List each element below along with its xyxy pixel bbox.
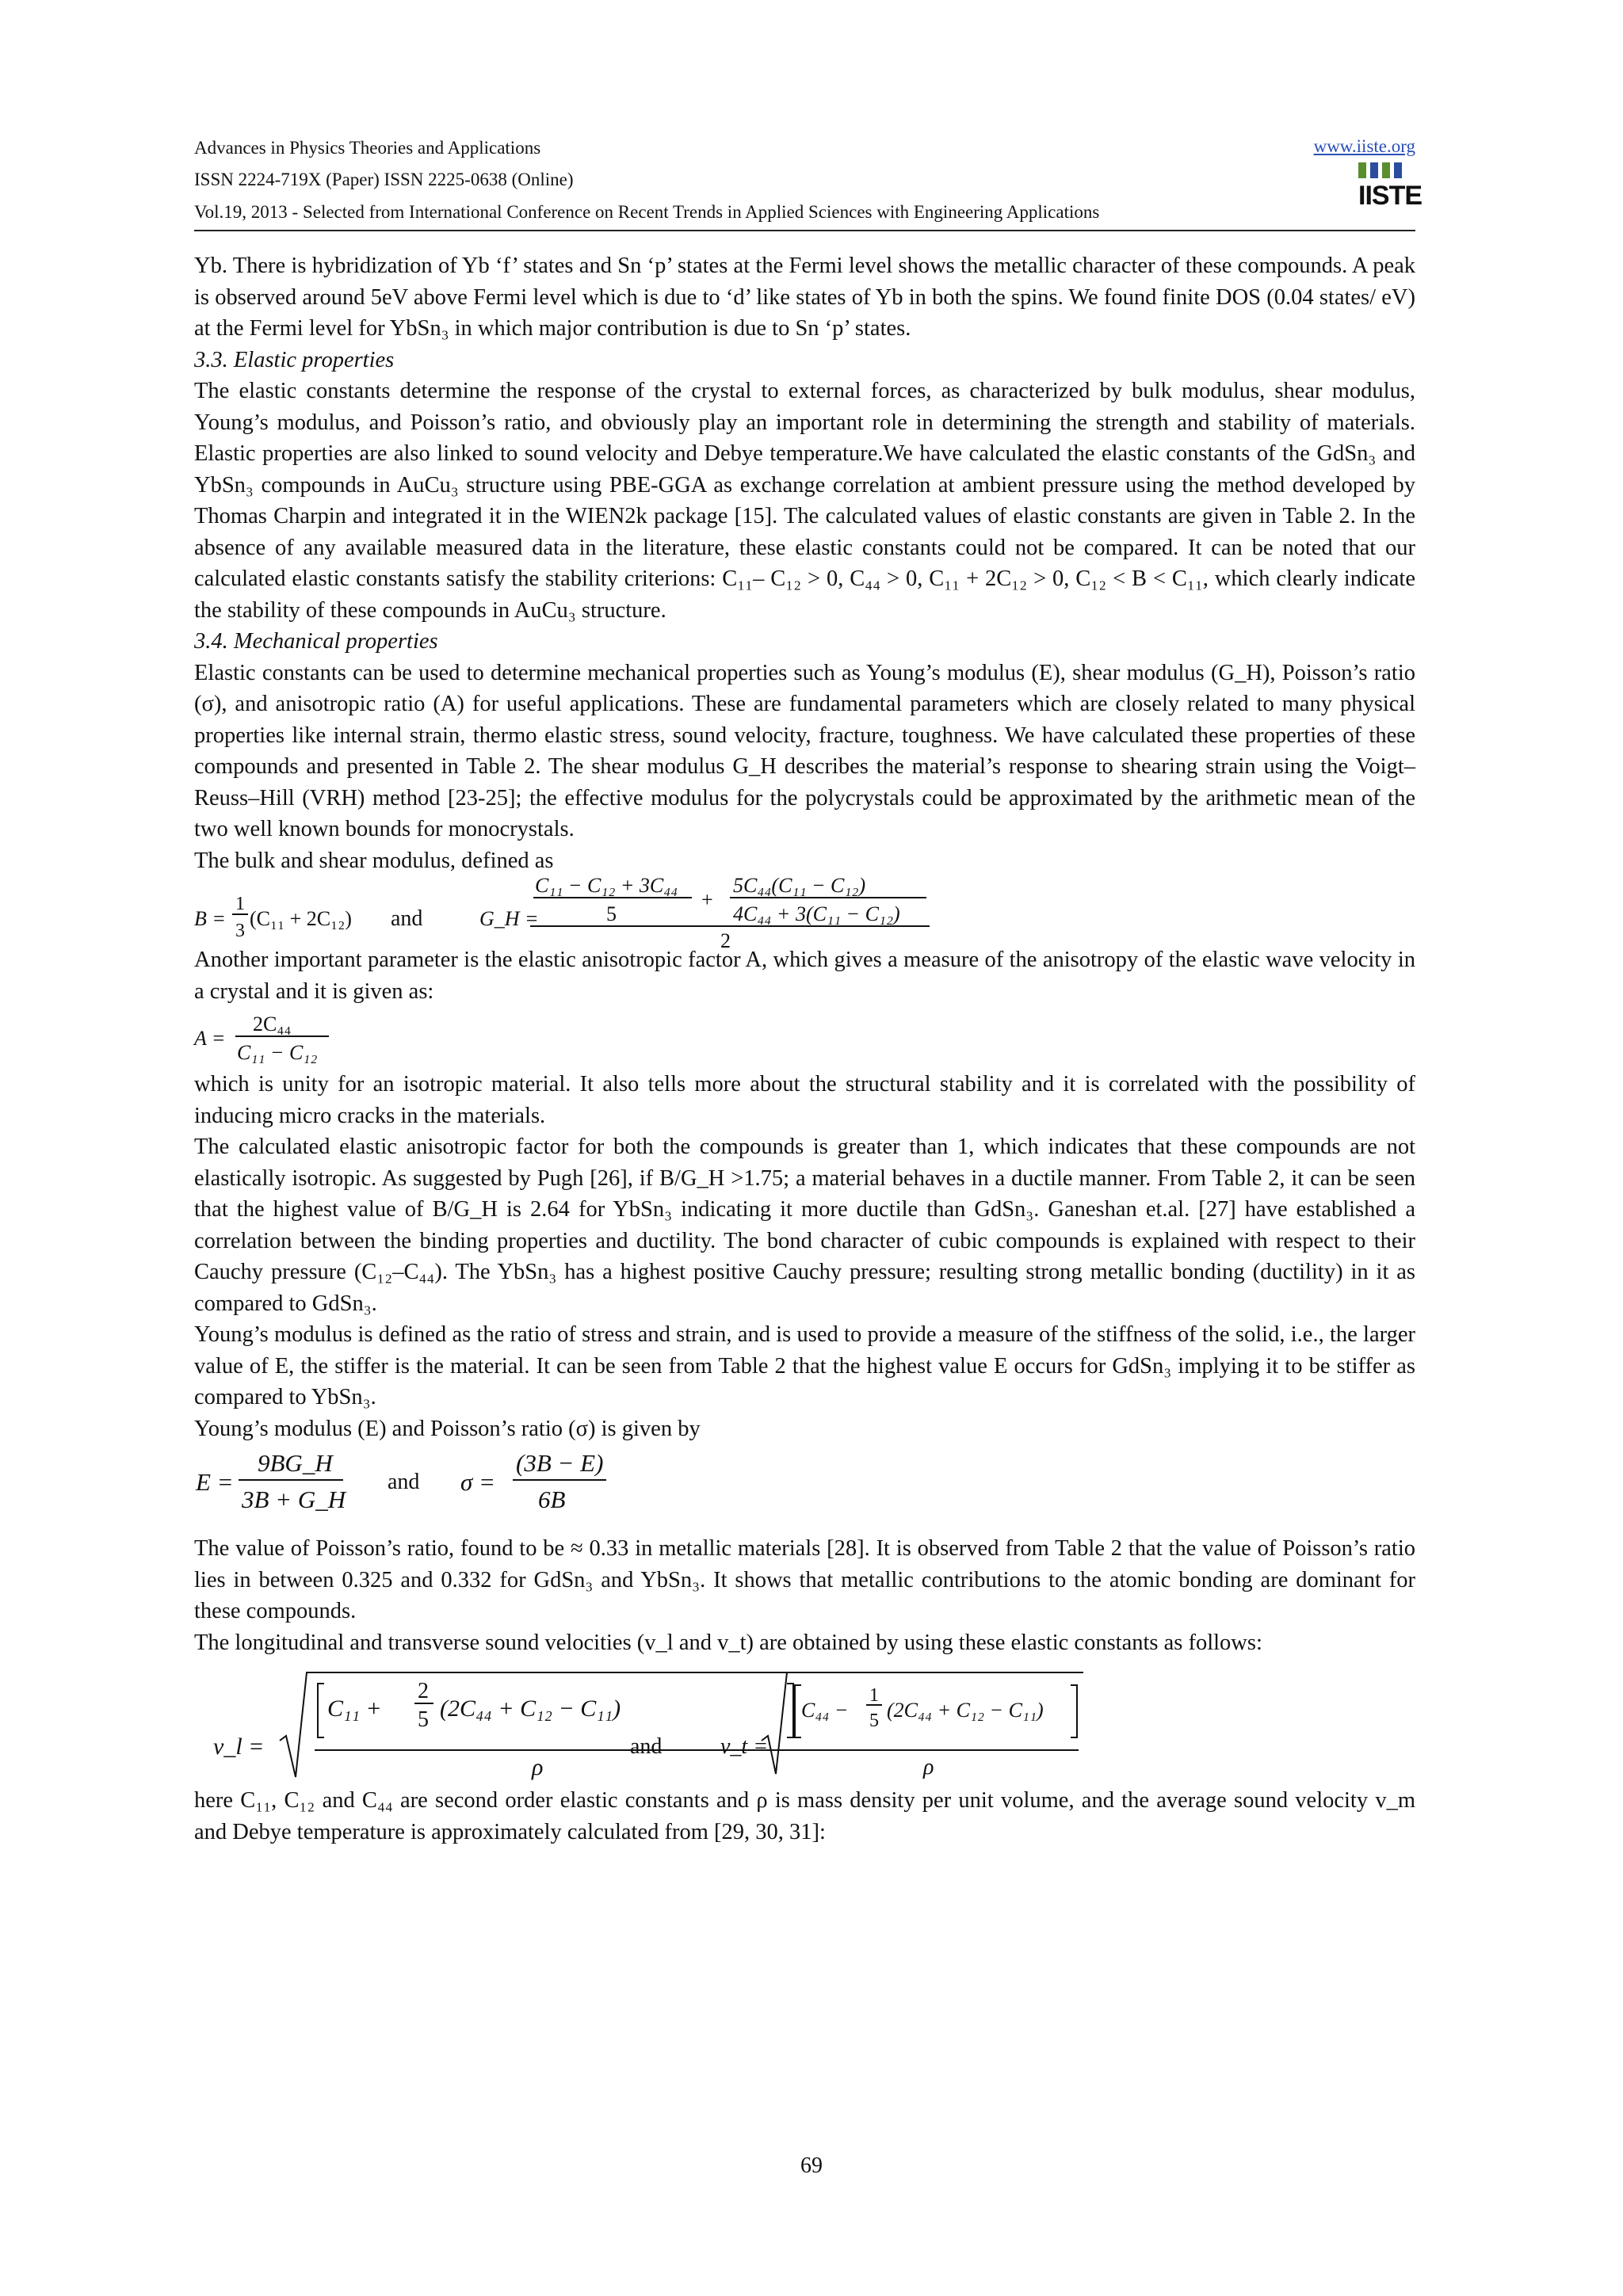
- equation-sound-velocities: [194, 1658, 1415, 1785]
- paragraph-debye-intro: here C₁₁, C₁₂ and C₄₄ are second order elastic constants and ρ is mass density per unit volume, and the average sound velocity v_m and Debye temperature is approximately calculated from [29, 30, 31]:: [194, 1788, 1415, 1844]
- eq-b-lhs: B =: [194, 907, 226, 930]
- paragraph-anisotropy-intro: Another important parameter is the elastic anisotropic factor A, which gives a measure of the anisotropy of the elastic wave velocity in a crystal and it is given as:: [194, 948, 1415, 1004]
- article-body: [194, 250, 1415, 1848]
- page-number: 69: [800, 2153, 823, 2178]
- journal-title: Advances in Physics Theories and Applications: [194, 138, 541, 158]
- eq-a-den: C₁₁ − C₁₂: [237, 1041, 318, 1064]
- eq-vl-lhs: v_l =: [213, 1733, 265, 1760]
- eq-g-num1: C₁₁ − C₁₂ + 3C₄₄: [535, 874, 678, 897]
- eq-vt-lhs: v_t =: [720, 1734, 769, 1759]
- equation-young-poisson: [194, 1444, 1415, 1533]
- section-heading-mechanical: 3.4. Mechanical properties: [194, 629, 438, 654]
- paragraph-isotropic: which is unity for an isotropic material. It also tells more about the structural stability and it is correlated with the possibility of inducing micro cracks in the materials.: [194, 1072, 1415, 1128]
- eq-g-den1: 5: [606, 902, 617, 925]
- eq-vl-num-a: C₁₁ +: [327, 1695, 382, 1722]
- eq-vt-frac-num: 1: [869, 1685, 879, 1706]
- paragraph-elastic: The elastic constants determine the response of the crystal to external forces, as characterized by bulk modulus, shear modulus, Young’s modulus, and Poisson’s ratio, and obviously play an important role in determining the strength and stability of materials. Elastic properties are also linked to sound velocity and Debye temperature.We have calculated the elastic constants of the GdSn₃ and YbSn₃ compounds in AuCu₃ structure using PBE-GGA as exchange correlation at ambient pressure using the method developed by Thomas Charpin and integrated it in the WIEN2k package [15]. The calculated values of elastic constants are given in Table 2. In the absence of any available measured data in the literature, these elastic constants could not be compared. It can be noted that our calculated elastic constants satisfy the stability criterions: C₁₁– C₁₂ > 0, C₄₄ > 0, C₁₁ + 2C₁₂ > 0, C₁₂ < B < C₁₁, which clearly indicate the stability of these compounds in AuCu₃ structure.: [194, 379, 1415, 623]
- eq-e-num: 9BG_H: [258, 1449, 333, 1477]
- eq-sigma-num: (3B − E): [516, 1449, 604, 1477]
- journal-url-link[interactable]: www.iiste.org: [1313, 136, 1415, 156]
- eq-vl-num-b: (2C₄₄ + C₁₂ − C₁₁): [440, 1695, 621, 1722]
- eq-vl-frac-den: 5: [418, 1707, 429, 1732]
- section-heading-elastic: 3.3. Elastic properties: [194, 347, 395, 372]
- iiste-logo: [1358, 162, 1423, 224]
- eq-and-3: and: [630, 1734, 663, 1759]
- logo-bars-icon: [1358, 162, 1415, 178]
- logo-text: IISTE: [1358, 181, 1423, 211]
- eq-vt-num-a: C₄₄ −: [801, 1699, 849, 1722]
- paragraph-sound-velocity-intro: The longitudinal and transverse sound velocities (v_l and v_t) are obtained by using these elastic constants as follows:: [194, 1630, 1262, 1655]
- eq-e-den: 3B + G_H: [242, 1486, 346, 1513]
- eq-vt-num-b: (2C₄₄ + C₁₂ − C₁₁): [887, 1699, 1044, 1722]
- equation-anisotropy: [194, 1007, 1415, 1069]
- eq-g-den-outer: 2: [720, 929, 731, 952]
- eq-sigma-lhs: σ =: [460, 1468, 495, 1496]
- eq-and-2: and: [388, 1470, 420, 1494]
- eq-vt-den: ρ: [923, 1755, 934, 1779]
- journal-volume: Vol.19, 2013 - Selected from International Conference on Recent Trends in Applied Sciences with Engineering Applications: [194, 202, 1100, 222]
- eq-g-plus: +: [701, 888, 713, 911]
- eq-g-lhs: G_H =: [479, 907, 539, 930]
- eq-e-lhs: E =: [196, 1468, 234, 1496]
- paragraph-dos: Yb. There is hybridization of Yb ‘f’ states and Sn ‘p’ states at the Fermi level shows the metallic character of these compounds. A peak is observed around 5eV above Fermi level which is due to ‘d’ like states of Yb in both the spins. We found finite DOS (0.04 states/ eV) at the Fermi level for YbSn₃ in which major contribution is due to Sn ‘p’ states.: [194, 254, 1415, 341]
- eq-vl-den: ρ: [532, 1754, 544, 1780]
- eq-g-num2: 5C₄₄(C₁₁ − C₁₂): [733, 874, 866, 897]
- paragraph-young-poisson-intro: Young’s modulus (E) and Poisson’s ratio (σ) is given by: [194, 1416, 701, 1441]
- paragraph-bulk-shear-intro: The bulk and shear modulus, defined as: [194, 848, 554, 873]
- paragraph-pugh: The calculated elastic anisotropic factor for both the compounds is greater than 1, which indicates that these compounds are not elastically isotropic. As suggested by Pugh [26], if B/G_H >1.75; a material behaves in a ductile manner. From Table 2, it can be seen that the highest value of B/G_H is 2.64 for YbSn₃ indicating it more ductile than GdSn₃. Ganeshan et.al. [27] have established a correlation between the binding properties and ductility. The bond character of cubic compounds is explained with respect to their Cauchy pressure (C₁₂–C₄₄). The YbSn₃ has a highest positive Cauchy pressure; resulting strong metallic bonding (ductility) in it as compared to GdSn₃.: [194, 1135, 1415, 1316]
- eq-vt-frac-den: 5: [869, 1711, 879, 1731]
- eq-sigma-den: 6B: [538, 1486, 566, 1513]
- eq-a-lhs: A =: [194, 1027, 226, 1050]
- eq-b-rhs: (C₁₁ + 2C₁₂): [250, 907, 352, 930]
- eq-vl-frac-num: 2: [418, 1679, 429, 1703]
- equation-bulk-shear: [194, 874, 1415, 952]
- eq-b-frac-den: 3: [235, 921, 245, 941]
- eq-and-1: and: [391, 906, 423, 931]
- header-divider: [194, 230, 1415, 231]
- paragraph-young: Young’s modulus is defined as the ratio of stress and strain, and is used to provide a measure of the stiffness of the solid, i.e., the larger value of E, the stiffer is the material. It can be seen from Table 2 that the highest value E occurs for GdSn₃ implying it to be stiffer as compared to YbSn₃.: [194, 1322, 1415, 1409]
- sqrt-vt-icon: [760, 1671, 1085, 1782]
- eq-g-den2: 4C₄₄ + 3(C₁₁ − C₁₂): [733, 902, 900, 925]
- paragraph-poisson-value: The value of Poisson’s ratio, found to be ≈ 0.33 in metallic materials [28]. It is observed from Table 2 that the value of Poisson’s ratio lies in between 0.325 and 0.332 for GdSn₃ and YbSn₃. It shows that metallic contributions to the atomic bonding are dominant for these compounds.: [194, 1536, 1415, 1623]
- journal-issn: ISSN 2224-719X (Paper) ISSN 2225-0638 (Online): [194, 170, 574, 189]
- eq-a-num: 2C₄₄: [253, 1013, 292, 1035]
- paragraph-mechanical: Elastic constants can be used to determine mechanical properties such as Young’s modulus (E), shear modulus (G_H), Poisson’s ratio (σ), and anisotropic ratio (A) for useful applications. These are fundamental parameters which are closely related to many physical properties like internal strain, thermo elastic stress, sound velocity, fracture, toughness. We have calculated these properties of these compounds and presented in Table 2. The shear modulus G_H describes the material’s response to shearing strain using the Voigt–Reuss–Hill (VRH) method [23-25]; the effective modulus for the polycrystals could be approximated by the arithmetic mean of the two well known bounds for monocrystals.: [194, 660, 1415, 841]
- eq-b-frac-num: 1: [235, 894, 245, 914]
